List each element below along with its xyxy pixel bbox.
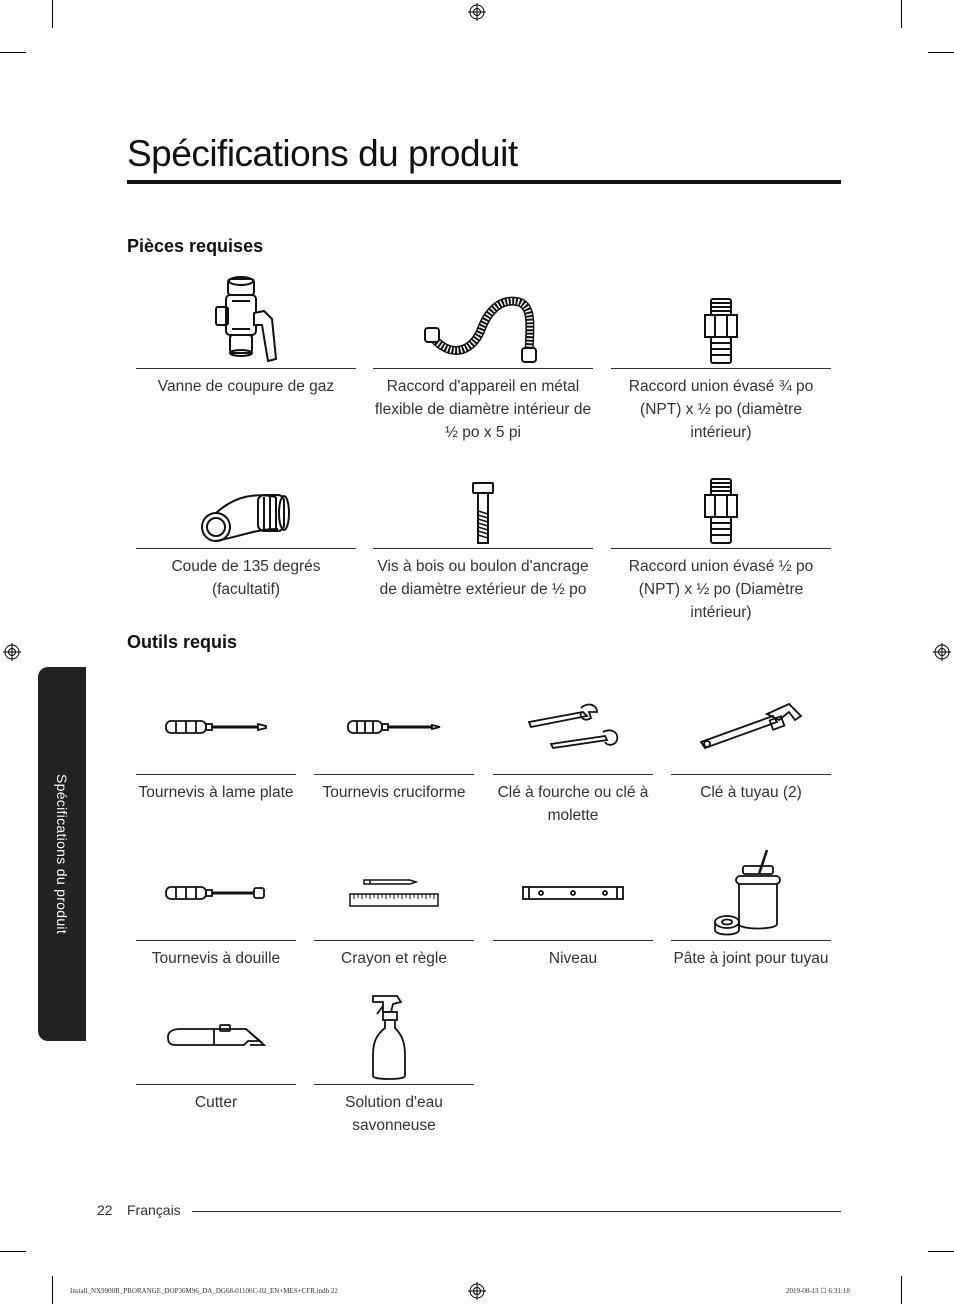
tool-item [314, 989, 474, 1137]
tool-divider [671, 774, 831, 775]
part-label: Raccord d'appareil en métal flexible de diamètre intérieur de ½ po x 5 pi [374, 378, 592, 441]
tool-label: Solution d'eau savonneuse [345, 1094, 443, 1134]
tool-divider [136, 774, 296, 775]
tool-item [493, 845, 653, 970]
title-divider [127, 180, 841, 184]
side-tab-label: Spécifications du produit [54, 773, 70, 935]
elbow-fitting-icon [136, 450, 356, 545]
tool-label: Pâte à joint pour tuyau [673, 950, 829, 967]
tool-item [493, 679, 653, 827]
part-item [611, 270, 831, 444]
tool-item [136, 679, 296, 804]
page-title: Spécifications du produit [127, 133, 518, 174]
union-fitting-icon [611, 450, 831, 545]
gas-valve-icon [136, 270, 356, 365]
tool-label: Cutter [194, 1094, 238, 1111]
crop-mark [0, 52, 26, 53]
wrench-icon [493, 679, 653, 774]
part-divider [373, 548, 593, 549]
part-divider [373, 368, 593, 369]
footer-divider [192, 1211, 841, 1212]
part-label: Vis à bois ou boulon d'ancrage de diamètre extérieur de ½ po [377, 558, 589, 598]
tool-item [314, 845, 474, 970]
tool-label: Tournevis à lame plate [138, 784, 294, 801]
page-number: 22 [97, 1202, 113, 1218]
part-item [136, 450, 356, 601]
tool-divider [136, 1084, 296, 1085]
part-item [136, 270, 356, 398]
crop-mark [901, 1276, 902, 1304]
tool-item [136, 989, 296, 1114]
part-label: Raccord union évasé ¾ po (NPT) x ½ po (diamètre intérieur) [628, 378, 814, 441]
tool-label: Tournevis cruciforme [322, 784, 466, 801]
part-item [373, 450, 593, 601]
pencil-ruler-icon [314, 845, 474, 940]
registration-mark-icon [933, 643, 951, 661]
crop-mark [52, 0, 53, 28]
tool-label: Niveau [548, 950, 598, 967]
print-slug: Install_NX9900R_PRORANGE_DOP36M96_DA_DG68-01106C-02_EN+MES+CFR.indb 22 [70, 1287, 338, 1295]
part-divider [611, 548, 831, 549]
tool-divider [314, 774, 474, 775]
spray-bottle-icon [314, 989, 474, 1084]
union-fitting-icon [611, 270, 831, 365]
side-tab [38, 667, 86, 1041]
part-divider [136, 368, 356, 369]
phillips-screwdriver-icon [314, 679, 474, 774]
utility-knife-icon [136, 989, 296, 1084]
tool-divider [136, 940, 296, 941]
tool-divider [314, 940, 474, 941]
tool-item [314, 679, 474, 804]
tool-label: Clé à fourche ou clé à molette [497, 784, 649, 824]
tool-divider [493, 774, 653, 775]
registration-mark-icon [468, 3, 486, 21]
tool-label: Crayon et règle [341, 950, 447, 967]
tool-divider [314, 1084, 474, 1085]
crop-mark [928, 52, 954, 53]
tool-item [671, 679, 831, 804]
pipe-compound-icon [671, 845, 831, 940]
bolt-icon [373, 450, 593, 545]
tool-divider [493, 940, 653, 941]
flex-connector-icon [373, 270, 593, 365]
crop-mark [52, 1276, 53, 1304]
registration-mark-icon [3, 643, 21, 661]
part-divider [611, 368, 831, 369]
parts-heading: Pièces requises [127, 236, 264, 256]
part-item [611, 450, 831, 624]
tool-item [671, 845, 831, 970]
part-label: Coude de 135 degrés (facultatif) [171, 558, 321, 598]
flat-screwdriver-icon [136, 679, 296, 774]
page-language: Français [127, 1202, 181, 1218]
part-label: Raccord union évasé ½ po (NPT) x ½ po (Diamètre intérieur) [628, 558, 814, 621]
print-timestamp: 2019-08-13 ☐ 6:31:18 [786, 1287, 850, 1295]
crop-mark [901, 0, 902, 28]
crop-mark [0, 1251, 26, 1252]
tool-item [136, 845, 296, 970]
part-divider [136, 548, 356, 549]
nut-driver-icon [136, 845, 296, 940]
level-icon [493, 845, 653, 940]
tool-divider [671, 940, 831, 941]
part-item [373, 270, 593, 444]
tool-label: Tournevis à douille [151, 950, 281, 967]
tool-label: Clé à tuyau (2) [700, 784, 802, 801]
tools-heading: Outils requis [127, 632, 238, 652]
pipe-wrench-icon [671, 679, 831, 774]
crop-mark [928, 1251, 954, 1252]
registration-mark-icon [468, 1282, 486, 1300]
part-label: Vanne de coupure de gaz [157, 378, 335, 395]
